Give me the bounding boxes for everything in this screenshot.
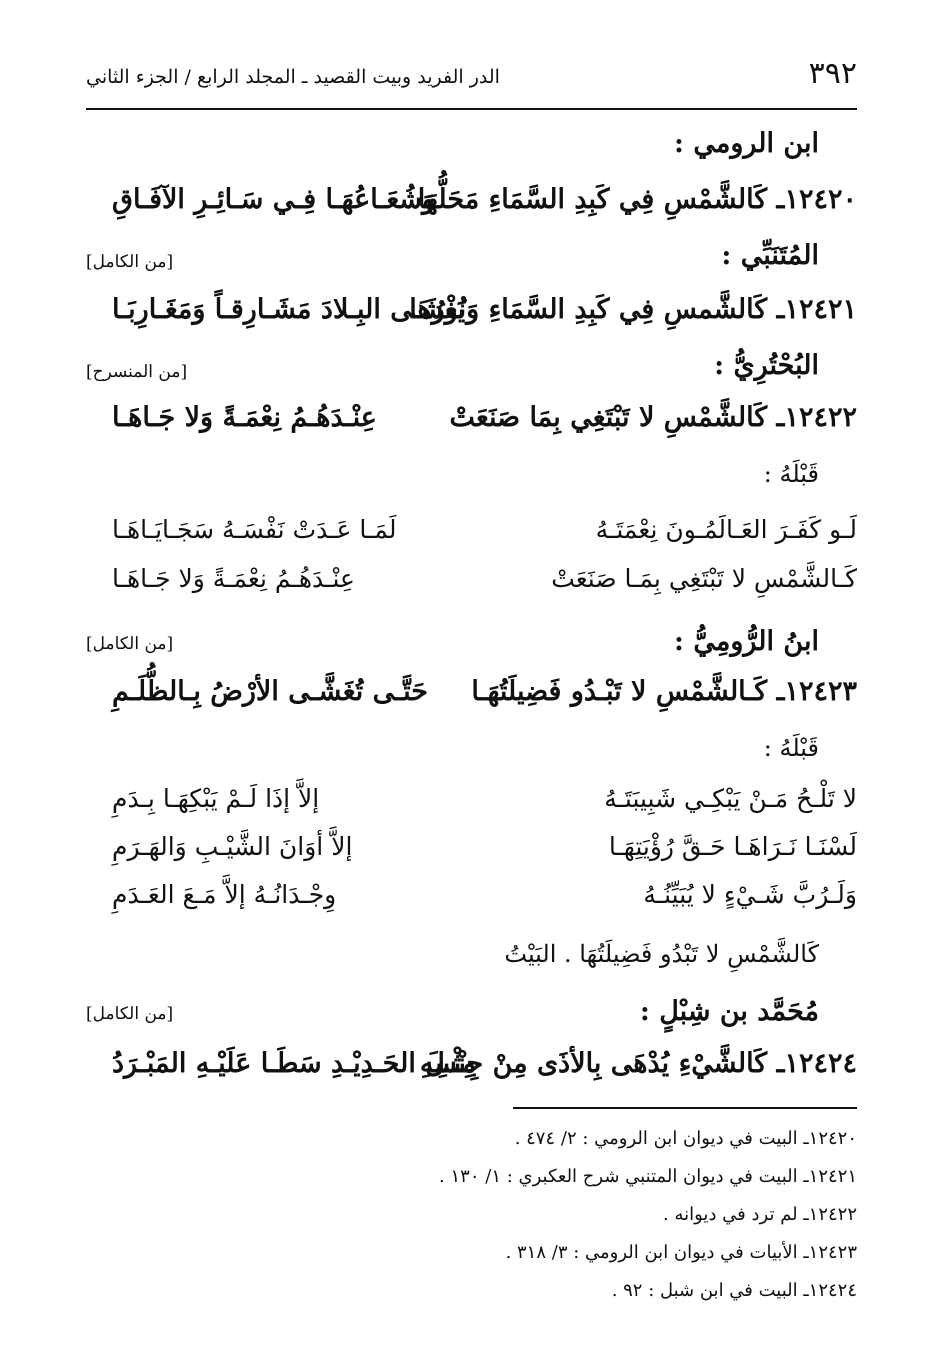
context-second-hemistich: وِجْـدَانُـهُ إلاَّ مَـعَ العَـدَمِ (112, 880, 337, 909)
verse-second-hemistich: مِثْـلَ الحَـدِيْـدِ سَطَـا عَلَيْـهِ المَبْـرَدُ (112, 1048, 477, 1079)
poet-name: مُحَمَّد بن شِبْلٍ : (639, 996, 819, 1027)
verse-reference: كَالشَّمْسِ لا تَبْدُو فَضِيلَتُهَا . البَيْتُ (504, 940, 819, 968)
context-first-hemistich: لَـو كَفَـرَ العَـالَمُـونَ نِعْمَتَـهُ (595, 515, 857, 544)
meter-label: [من المنسرح] (86, 362, 188, 382)
footnote: ١٢٤٢٤ـ البيت في ابن شبل : ٩٢ . (611, 1280, 857, 1301)
context-first-hemistich: كَـالشَّمْسِ لا تَبْتَغِي بِمَـا صَنَعَتْ (551, 564, 857, 593)
running-title: الدر الفريد وبيت القصيد ـ المجلد الرابع / الجزء الثاني (86, 66, 500, 88)
context-second-hemistich: إلاَّ أوَانَ الشَّيْـبِ وَالهَـرَمِ (112, 832, 353, 861)
meter-label: [من الكامل] (86, 634, 174, 654)
meter-label: [من الكامل] (86, 252, 174, 272)
poet-name: ابنُ الرُّومِيُّ : (674, 626, 819, 657)
verse-first-hemistich: ١٢٤٢٠ـ كَالشَّمْسِ فِي كَبِدِ السَّمَاءِ مَحَلُّهَا (417, 184, 857, 215)
verse-first-hemistich: ١٢٤٢٢ـ كَالشَّمْسِ لا تَبْتَغِي بِمَا صَنَعَتْ (449, 402, 857, 433)
verse-second-hemistich: يَغْشَـى البِـلادَ مَشَـارِقـاً وَمَغَـارِبَـا (112, 294, 466, 325)
context-second-hemistich: إلاَّ إذَا لَـمْ يَبْكِهَـا بِـدَمِ (112, 784, 320, 813)
context-second-hemistich: عِنْـدَهُـمُ نِعْمَـةً وَلا جَـاهَـا (112, 564, 355, 593)
context-first-hemistich: لَسْنَـا نَـرَاهَـا حَـقَّ رُؤْيَتِهَـا (608, 832, 857, 861)
poet-name: ابن الرومي : (674, 128, 819, 159)
poet-name: المُتَنَبِّي : (721, 240, 819, 271)
verse-second-hemistich: حَتَّـى تُغَشَّـى الأرْضُ بِـالظُّلَـمِ (112, 676, 428, 707)
context-first-hemistich: لا تَلْـحُ مَـنْ يَبْكِـي شَبِيبَتَـهُ (604, 784, 857, 813)
poet-name: البُحْتُرِيُّ : (714, 350, 819, 381)
context-first-hemistich: وَلَـرُبَّ شَـيْءٍ لا يُبَيِّنُـهُ (643, 880, 857, 909)
footnote-divider (513, 1107, 857, 1109)
verse-first-hemistich: ١٢٤٢٤ـ كَالشَّيْءِ يُدْهَى بِالأذَى مِنْ جِنْسِهِ (419, 1048, 857, 1079)
verse-second-hemistich: عِنْـدَهُـمُ نِعْمَـةً وَلا جَـاهَـا (112, 402, 377, 433)
page-header (86, 52, 857, 102)
context-second-hemistich: لَمَـا عَـدَتْ نَفْسَـهُ سَجَـايَـاهَـا (112, 515, 397, 544)
verse-first-hemistich: ١٢٤٢١ـ كَالشَّمسِ فِي كَبِدِ السَّمَاءِ وَنُورُهَا (409, 294, 857, 325)
footnote: ١٢٤٢٣ـ الأبيات في ديوان ابن الرومي : ٣/ ٣١٨ . (505, 1242, 857, 1263)
verse-first-hemistich: ١٢٤٢٣ـ كَـالشَّمْسِ لا تَبْـدُو فَضِيلَتُهَـا (471, 676, 857, 707)
footnote: ١٢٤٢١ـ البيت في ديوان المتنبي شرح العكبري : ١/ ١٣٠ . (439, 1166, 857, 1187)
preceding-label: قَبْلَهُ : (763, 460, 819, 488)
meter-label: [من الكامل] (86, 1004, 174, 1024)
page-number: ٣٩٢ (808, 56, 857, 91)
header-divider (86, 108, 857, 110)
preceding-label: قَبْلَهُ : (763, 734, 819, 762)
verse-second-hemistich: وَشُعَـاعُهَـا فِـي سَـائِـرِ الآفَـاقِ (112, 184, 436, 215)
footnote: ١٢٤٢٠ـ البيت في ديوان ابن الرومي : ٢/ ٤٧٤ . (514, 1128, 857, 1149)
footnote: ١٢٤٢٢ـ لم ترد في ديوانه . (663, 1204, 857, 1225)
